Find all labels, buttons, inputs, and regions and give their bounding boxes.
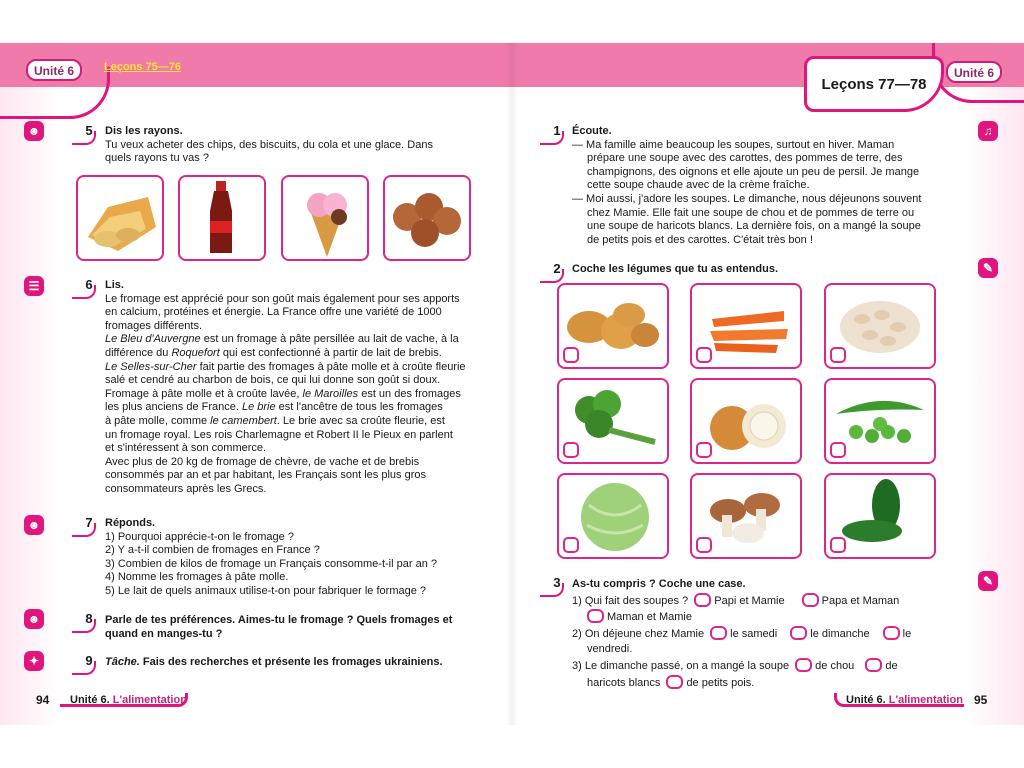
text-line: en calcium, protéines et énergie. La France offre une variété de 1000	[105, 306, 442, 319]
exercise-number: 2	[548, 261, 566, 279]
unite-tab: Unité 6	[26, 59, 82, 81]
checkbox[interactable]	[587, 609, 604, 623]
page-footer	[0, 689, 512, 715]
option-label: de petits pois.	[686, 676, 755, 689]
page-footer	[512, 689, 1024, 715]
headphones-icon: ♫	[978, 121, 998, 141]
dialogue-line: cette soupe chaude avec de la crème fraîche.	[587, 179, 810, 192]
checkbox[interactable]	[563, 442, 579, 458]
text-span: différence du	[105, 346, 172, 359]
checkbox[interactable]	[830, 537, 846, 553]
option-label: le dimanche	[810, 627, 870, 640]
option-label: haricots blancs	[587, 676, 661, 689]
peas-image[interactable]	[824, 378, 936, 464]
exercise-6	[105, 279, 481, 497]
text-line	[105, 347, 481, 361]
text-span: fait partie des fromages à pâte molle et à croûte fleurie	[196, 360, 466, 373]
exercise-title: As-tu compris ? Coche une case.	[572, 578, 746, 590]
book-icon: ☰	[24, 276, 44, 296]
checkbox[interactable]	[790, 626, 807, 640]
chips-image	[76, 175, 164, 261]
text-line	[105, 388, 481, 402]
exercise-5	[105, 125, 485, 166]
exercise-3	[572, 577, 962, 691]
text-line: fromages différents.	[105, 319, 203, 332]
exercise-title: Réponds.	[105, 517, 156, 529]
dialogue-line: — Ma famille aime beaucoup les soupes, surtout en hiver. Maman	[572, 138, 895, 151]
page-number: 94	[36, 693, 50, 707]
cheese-name: le Maroilles	[302, 387, 359, 400]
parsley-image[interactable]	[557, 378, 669, 464]
footer-theme: L'alimentation	[888, 694, 963, 706]
text-line	[105, 415, 481, 429]
question-row	[572, 626, 962, 643]
exercise-9	[105, 656, 485, 670]
lecons-title: Leçons 77—78	[804, 56, 944, 112]
checkbox[interactable]	[694, 593, 711, 607]
book-gutter	[506, 43, 518, 725]
text-line: Parle de tes préférences. Aimes-tu le fromage ? Quels fromages et	[105, 614, 453, 626]
speak-icon: ☻	[24, 609, 44, 629]
speak-icon: ☻	[24, 121, 44, 141]
checkbox[interactable]	[795, 658, 812, 672]
text-span: les plus anciens de France.	[105, 401, 242, 414]
checkbox[interactable]	[830, 347, 846, 363]
checkbox[interactable]	[883, 626, 900, 640]
option-label: Papi et Mamie	[714, 594, 785, 607]
text-line: et s'intéressent à son commerce.	[105, 442, 267, 455]
dialogue-line: — Moi aussi, j'adore les soupes. Le dimanche, nous déjeunons souvent	[572, 192, 922, 205]
mushrooms-image[interactable]	[690, 473, 802, 559]
text-line: un fromage royal. Les rois Charlemagne et Robert II le Pieux en parlent	[105, 428, 453, 441]
cheese-name: Le brie	[241, 401, 276, 414]
question-row	[572, 593, 962, 610]
checkbox[interactable]	[563, 347, 579, 363]
dialogue-line: champignons, des oignons et elle ajoute un peu de persil. Je mange	[587, 165, 920, 178]
text-line	[105, 401, 481, 415]
footer-unite: Unité 6.	[846, 694, 889, 706]
exercise-2-title: Coche les légumes que tu as entendus.	[572, 263, 778, 275]
cookies-image	[383, 175, 471, 261]
option-label: le	[902, 627, 912, 640]
exercise-number: 8	[80, 611, 98, 629]
unite-tab: Unité 6	[946, 61, 1002, 83]
onions-image[interactable]	[690, 378, 802, 464]
checkbox[interactable]	[696, 537, 712, 553]
question: 2) Y a-t-il combien de fromages en France ?	[105, 544, 320, 557]
exercise-8	[105, 614, 485, 641]
question: 1) Pourquoi apprécie-t-on le fromage ?	[105, 530, 294, 543]
question: 4) Nomme les fromages à pâte molle.	[105, 571, 289, 584]
text-span: est un fromage à pâte persillée au lait de vache, à la	[200, 333, 459, 346]
exercise-1	[572, 125, 958, 247]
checkbox[interactable]	[696, 347, 712, 363]
dialogue-line: une soupe de haricots blancs. La dernière fois, on a mangé la soupe	[587, 220, 921, 233]
cola-image	[178, 175, 266, 261]
option-label: Maman et Mamie	[607, 611, 692, 624]
puzzle-icon: ✦	[24, 651, 44, 671]
checkbox[interactable]	[802, 593, 819, 607]
option-label: de	[885, 659, 898, 672]
text-line: Tu veux acheter des chips, des biscuits, du cola et une glace. Dans	[105, 138, 433, 151]
exercise-title: Écoute.	[572, 125, 612, 137]
exercise-number: 7	[80, 515, 98, 533]
text-span: Fais des recherches et présente les fromages ukrainiens.	[139, 656, 443, 668]
checkbox[interactable]	[865, 658, 882, 672]
cheese-name: le camembert	[210, 414, 277, 427]
textbook-spread	[0, 43, 1024, 725]
text-span: à pâte molle, comme	[105, 414, 211, 427]
right-page	[512, 43, 1024, 725]
exercise-number: 1	[548, 123, 566, 141]
footer-theme: L'alimentation	[112, 694, 187, 706]
text-line: quand en manges-tu ?	[105, 627, 223, 640]
text-span: . Le brie avec sa croûte fleurie, est	[276, 414, 445, 427]
question-row: vendredi.	[587, 643, 633, 656]
text-line	[105, 333, 481, 347]
dialogue-line: de petits pois et des carottes. C'était très bon !	[587, 233, 813, 246]
lecons-tab: Leçons 75—76	[104, 61, 182, 73]
text-line: consommateurs après les Grecs.	[105, 482, 267, 495]
text-line: salé et cendré au charbon de bois, ce qui lui donne son goût si doux.	[105, 374, 441, 387]
carrots-image[interactable]	[690, 283, 802, 369]
question: 2) On déjeune chez Mamie	[572, 627, 705, 640]
page-number: 95	[974, 693, 988, 707]
text-span: est un des fromages	[358, 387, 461, 400]
text-line: Avec plus de 20 kg de fromage de chèvre, de vache et de brebis	[105, 455, 420, 468]
checkbox[interactable]	[830, 442, 846, 458]
exercise-number: 9	[80, 653, 98, 671]
option-label: de chou	[815, 659, 855, 672]
question: 3) Le dimanche passé, on a mangé la soupe	[572, 659, 790, 672]
option-label: Papa et Maman	[821, 594, 900, 607]
exercise-7	[105, 517, 485, 599]
cheese-name: Le Selles-sur-Cher	[105, 360, 197, 373]
footer-title	[70, 694, 187, 706]
exercise-title: Dis les rayons.	[105, 125, 183, 137]
footer-unite: Unité 6.	[70, 694, 113, 706]
text-line	[105, 361, 481, 375]
checkbox[interactable]	[563, 537, 579, 553]
speak-icon: ☻	[24, 515, 44, 535]
text-line: quels rayons tu vas ?	[105, 152, 209, 165]
exercise-number: 5	[80, 123, 98, 141]
exercise-title: Lis.	[105, 279, 124, 291]
left-page	[0, 43, 512, 725]
text-span: Fromage à pâte molle et à croûte lavée,	[105, 387, 303, 400]
question-row	[572, 658, 962, 675]
cucumbers-image[interactable]	[824, 473, 936, 559]
dialogue-line: prépare une soupe avec des carottes, des pommes de terre, des	[587, 152, 903, 165]
checkbox[interactable]	[710, 626, 727, 640]
question: 5) Le lait de quels animaux utilise-t-on pour fabriquer le formage ?	[105, 584, 427, 597]
white-beans-image[interactable]	[824, 283, 936, 369]
cheese-name: Le Bleu d'Auvergne	[105, 333, 201, 346]
checkbox[interactable]	[696, 442, 712, 458]
exercise-number: 3	[548, 575, 566, 593]
potatoes-image[interactable]	[557, 283, 669, 369]
text-span: est l'ancêtre de tous les fromages	[275, 401, 443, 414]
text-line: Le fromage est apprécié pour son goût mais également pour ses apports	[105, 292, 460, 305]
option-label: le samedi	[730, 627, 778, 640]
text-span: qui est confectionné à partir de lait de brebis.	[219, 346, 442, 359]
tache-label: Tâche.	[105, 656, 140, 668]
question: 3) Combien de kilos de fromage un Français consomme-t-il par an ?	[105, 557, 437, 570]
ice-cream-image	[281, 175, 369, 261]
footer-title	[846, 694, 963, 706]
question-row	[572, 609, 962, 626]
checkbox[interactable]	[666, 675, 683, 689]
cabbage-image[interactable]	[557, 473, 669, 559]
dialogue-line: chez Mamie. Elle fait une soupe de chou et de pommes de terre ou	[587, 206, 915, 219]
cheese-name: Roquefort	[171, 346, 220, 359]
text-line: consommés par an et par habitant, les Français sont les plus gros	[105, 469, 426, 482]
pencil-icon: ✎	[978, 258, 998, 278]
pencil-icon: ✎	[978, 571, 998, 591]
question: 1) Qui fait des soupes ?	[572, 594, 689, 607]
exercise-number: 6	[80, 277, 98, 295]
